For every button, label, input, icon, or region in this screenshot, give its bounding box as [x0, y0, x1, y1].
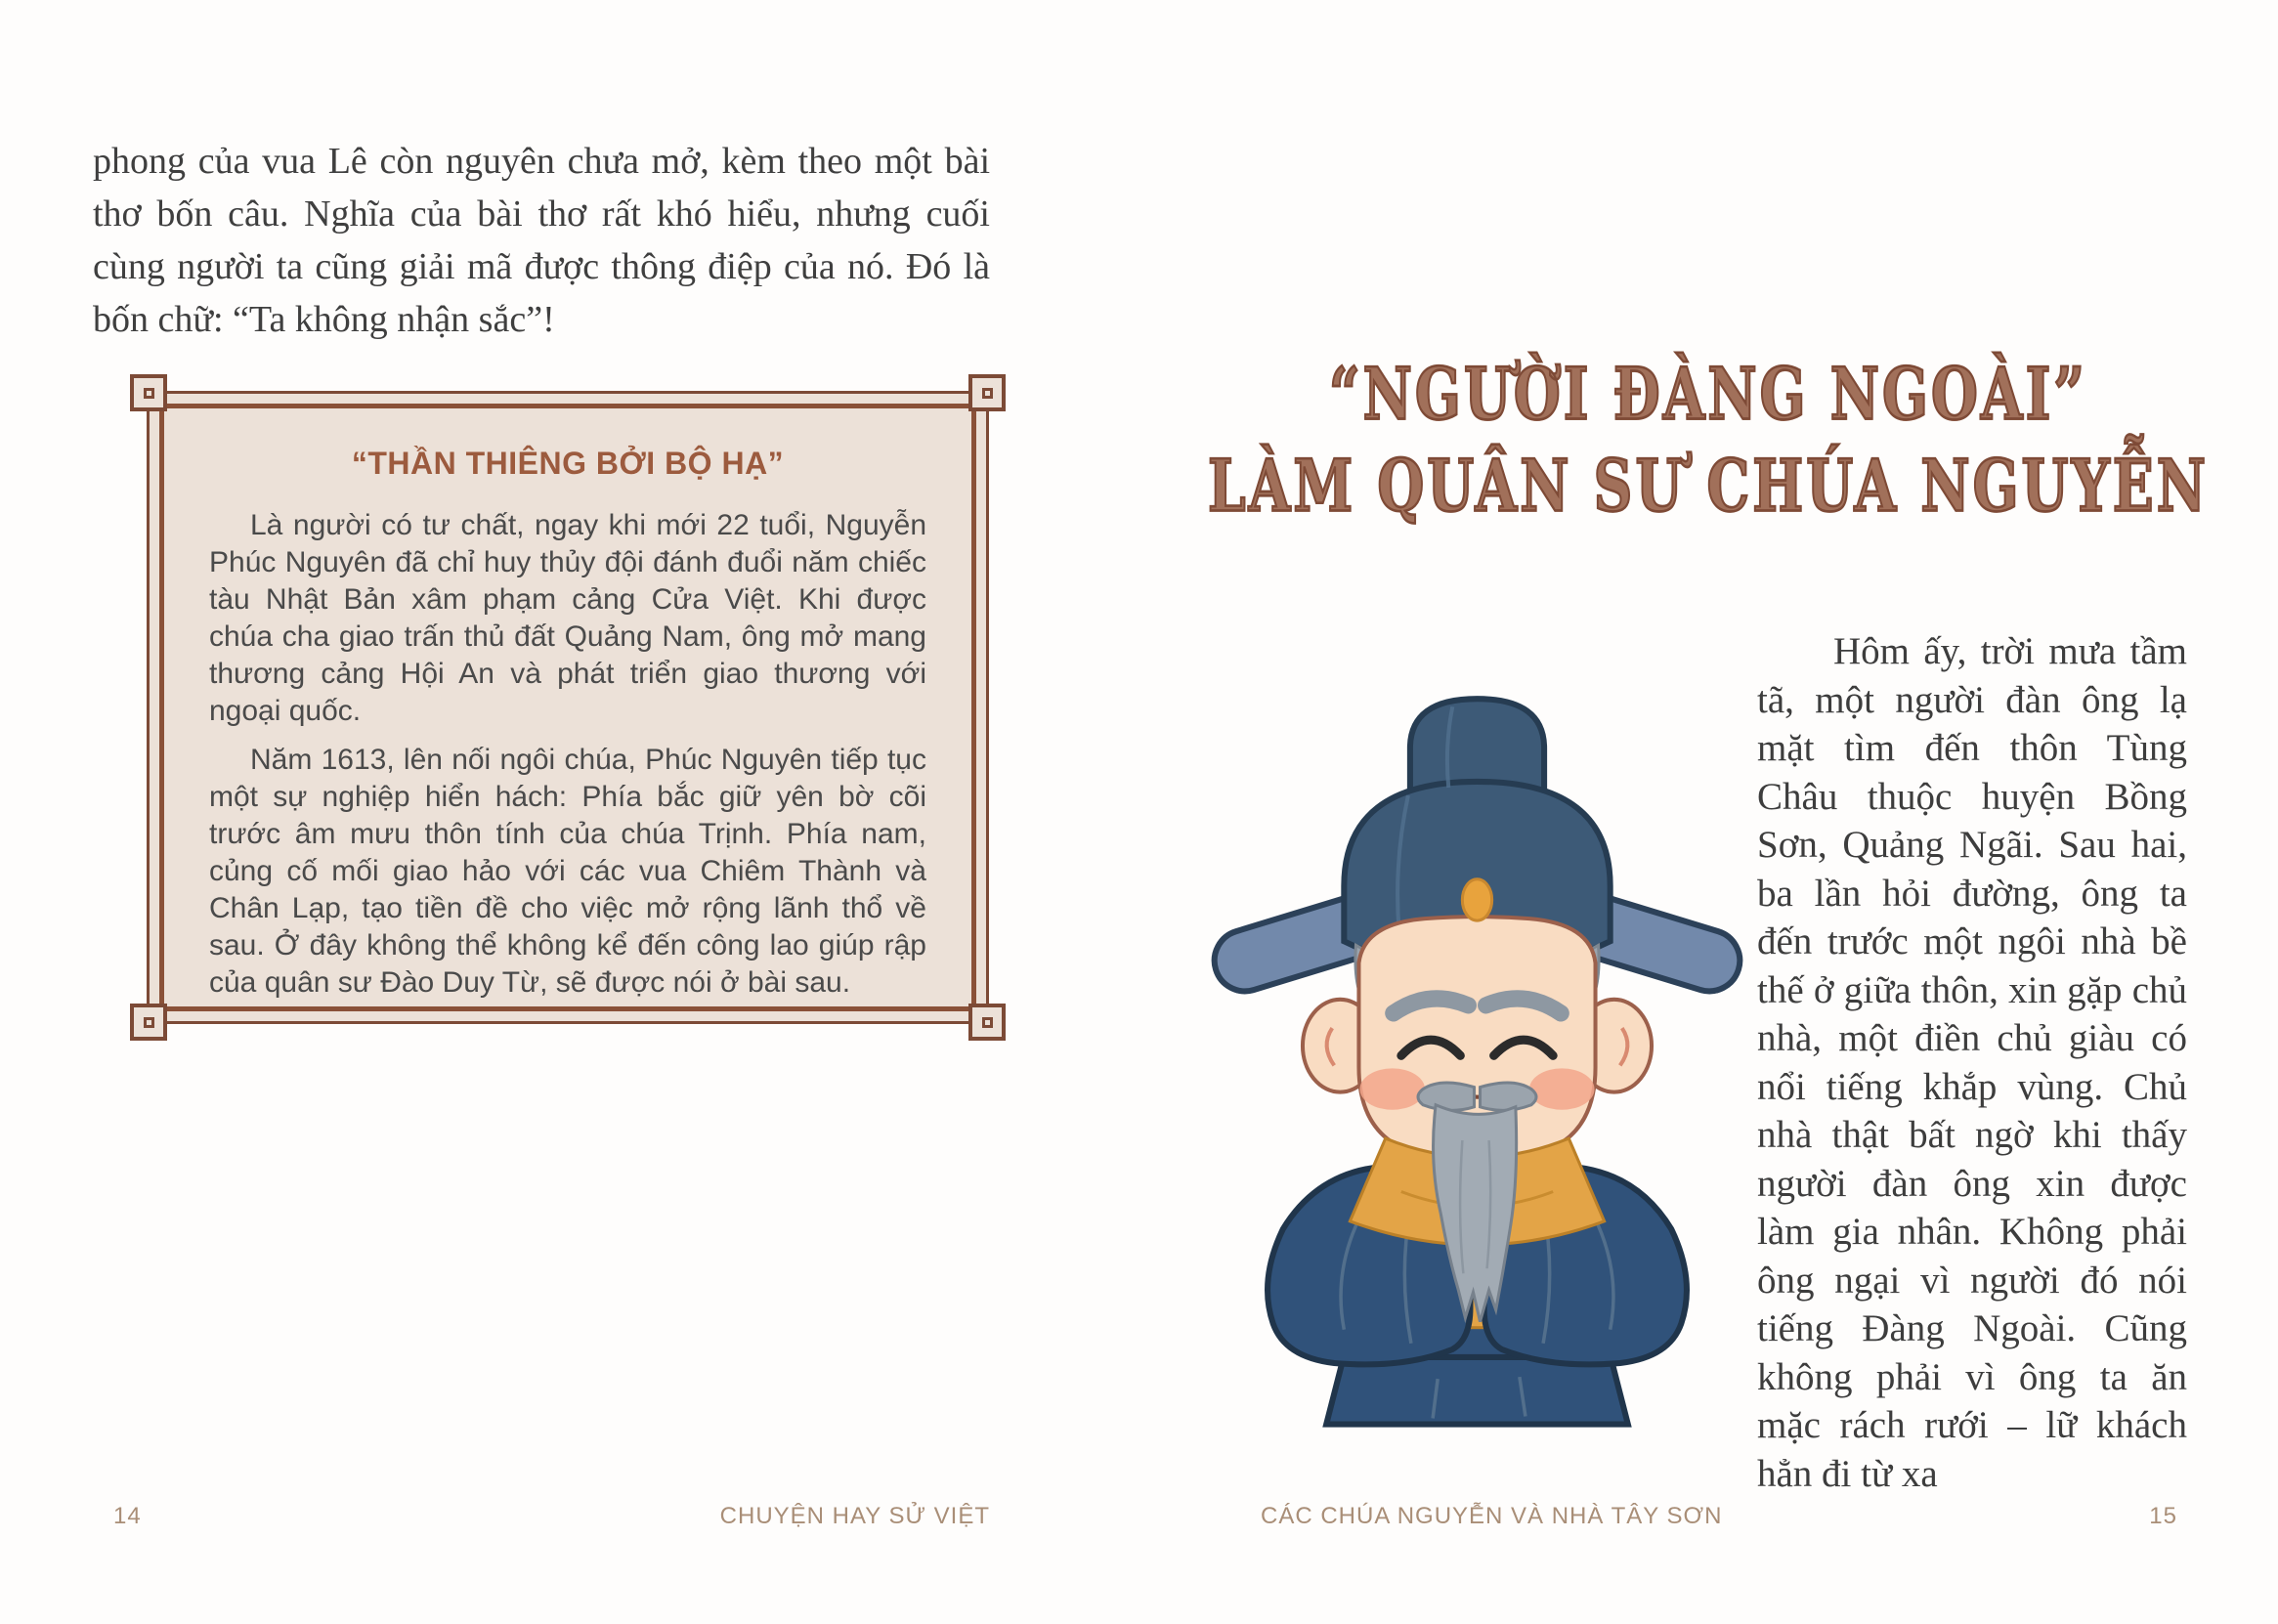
running-title-book: CHUYỆN HAY SỬ VIỆT — [719, 1503, 990, 1529]
info-box-content — [164, 408, 971, 1006]
box-corner-ornament — [968, 374, 1006, 411]
cheek-right — [1529, 1068, 1595, 1109]
body-paragraph: Hôm ấy, trời mưa tầm tã, một người đàn ông lạ mặt tìm đến thôn Tùng Châu thuộc huyện Bồng Sơn, Quảng Ngãi. Sau hai, ba lần hỏi đường, ông ta đến trước một ngôi nhà bề thế ở giữa thôn, xin gặp chủ nhà, một điền chủ giàu có nổi tiếng khắp vùng. Chủ nhà thật bất ngờ khi thấy người đàn ông xin được làm gia nhân. Không phải ông ngại vì người đó nói tiếng Đàng Ngoài. Cũng không phải vì ông ta ăn mặc rách rưới – lữ khách hẳn đi từ xa — [1757, 630, 2187, 1495]
info-box-paragraph: Năm 1613, lên nối ngôi chúa, Phúc Nguyên tiếp tục một sự nghiệp hiển hách: Phía bắc giữ yên bờ cõi trước âm mưu thôn tính của chúa Trịnh. Phía nam, củng cố mối giao hảo với các vua Chiêm Thành và Chân Lạp, tạo tiền đề cho việc mở rộng lãnh thổ về sau. Ở đây không thể không kể đến công lao giúp rập của quân sư Đào Duy Từ, sẽ được nói ở bài sau. — [209, 744, 926, 999]
chapter-title-line1: “NGƯỜI ĐÀNG NGOÀI” — [1329, 351, 2087, 436]
box-corner-ornament — [130, 1004, 167, 1041]
page-number-right: 15 — [2149, 1503, 2177, 1529]
chapter-title — [1178, 348, 2239, 531]
mustache — [1481, 1083, 1536, 1110]
running-title-chapter: CÁC CHÚA NGUYỄN VÀ NHÀ TÂY SƠN — [1261, 1503, 1723, 1529]
mustache — [1418, 1083, 1474, 1110]
page-number-left: 14 — [113, 1503, 142, 1529]
box-corner-ornament — [130, 374, 167, 411]
cheek-left — [1359, 1068, 1425, 1109]
chapter-title-line2: LÀM QUÂN SƯ CHÚA NGUYỄN — [1208, 443, 2209, 528]
intro-paragraph: phong của vua Lê còn nguyên chưa mở, kèm theo một bài thơ bốn câu. Nghĩa của bài thơ rất khó hiểu, nhưng cuối cùng người ta cũng giải mã được thông điệp của nó. Đó là bốn chữ: “Ta không nhận sắc”! — [93, 141, 990, 340]
scholar-illustration — [1205, 677, 1749, 1475]
info-box — [147, 391, 989, 1024]
info-box-title: “THẦN THIÊNG BỞI BỘ HẠ” — [351, 446, 785, 481]
hat-ornament — [1462, 879, 1491, 920]
info-box-paragraph: Là người có tư chất, ngay khi mới 22 tuổi, Nguyễn Phúc Nguyên đã chỉ huy thủy đội đánh đuổi năm chiếc tàu Nhật Bản xâm phạm cảng Cửa Việt. Khi được chúa cha giao trấn thủ đất Quảng Nam, ông mở mang thương cảng Hội An và phát triển giao thương với ngoại quốc. — [209, 509, 926, 727]
box-corner-ornament — [968, 1004, 1006, 1041]
